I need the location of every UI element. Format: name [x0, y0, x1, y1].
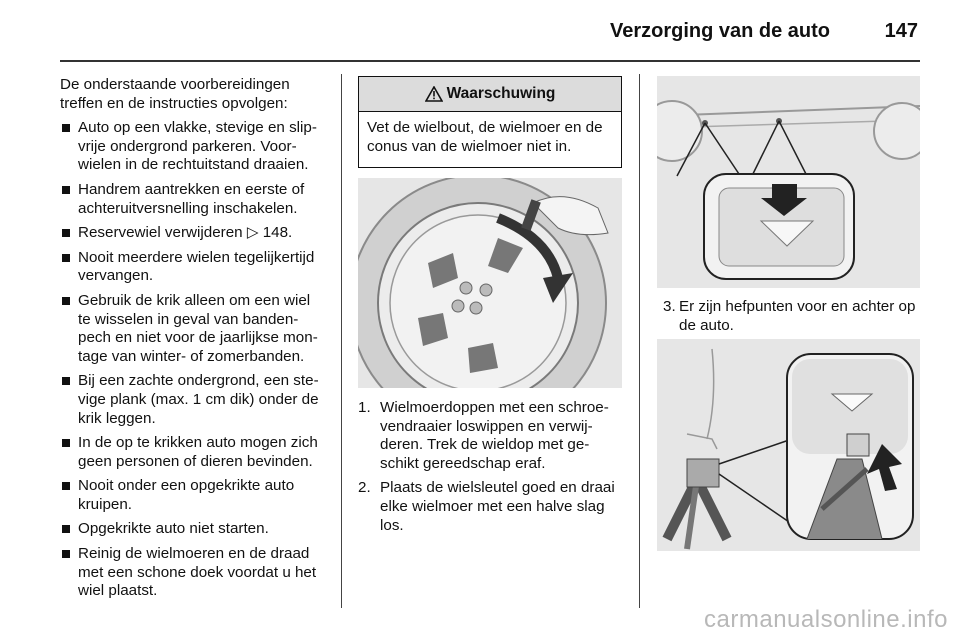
list-item	[60, 520, 325, 539]
list-item	[60, 372, 325, 428]
list-item	[60, 292, 325, 366]
list-item	[60, 477, 325, 514]
list-item-text: Handrem aantrekken en eerste of achteruitversnelling inschakelen.	[78, 180, 305, 217]
warning-triangle-icon	[425, 86, 443, 102]
list-item-text: Bij een zachte ondergrond, een ste-vige plank (max. 1 cm dik) onder de krik leggen.	[78, 372, 319, 427]
step-text: Plaats de wielsleutel goed en draai elke wielmoer met een halve slag los.	[380, 479, 615, 534]
step-number: 1.	[358, 399, 371, 416]
warning-text: Vet de wielbout, de wielmoer en de conus van de wielmoer niet in.	[367, 119, 603, 155]
wheel-cover-removal-illustration	[358, 178, 622, 388]
step-number: 3.	[663, 298, 676, 315]
jack-positioning-illustration	[657, 339, 920, 551]
bullet-square-icon	[62, 550, 70, 558]
list-item	[60, 224, 325, 243]
preparation-list	[60, 119, 325, 601]
warning-title: Waarschuwing	[446, 85, 556, 102]
list-item	[60, 249, 325, 286]
bullet-square-icon	[62, 229, 70, 237]
bullet-square-icon	[62, 297, 70, 305]
warning-box	[358, 76, 622, 168]
list-item-text: Reinig de wielmoeren en de draad met een schone doek voordat u het wiel plaatst.	[78, 545, 317, 600]
list-item-text: In de op te krikken auto mogen zich geen personen of dieren bevinden.	[78, 434, 318, 470]
page-title: Verzorging van de auto	[609, 20, 830, 42]
bullet-square-icon	[62, 439, 70, 447]
list-item-text: Opgekrikte auto niet starten.	[78, 520, 269, 538]
bullet-square-icon	[62, 124, 70, 132]
list-item	[60, 545, 325, 601]
bullet-square-icon	[62, 525, 70, 533]
page-number: 147	[884, 20, 918, 42]
list-item-text: Gebruik de krik alleen om een wiel te wisselen in geval van banden-pech en niet voor de jaarlijkse mon-tage van winter- of zomerbanden.	[78, 291, 318, 365]
column-divider-2	[639, 74, 640, 608]
list-item-text: Nooit onder een opgekrikte auto kruipen.	[78, 477, 295, 513]
intro-text: De onderstaande voorbereidingen treffen en de instructies opvolgen:	[60, 76, 290, 112]
list-item	[358, 399, 624, 473]
list-item	[657, 298, 920, 335]
step-text: Er zijn hefpunten voor en achter op de auto.	[679, 298, 916, 334]
watermark: carmanualsonline.info	[704, 606, 948, 633]
bullet-square-icon	[62, 254, 70, 262]
list-item	[60, 434, 325, 471]
instructions-column	[60, 76, 325, 607]
step-text: Wielmoerdoppen met een schroe-vendraaier loswippen en verwij-deren. Trek de wieldop met ge-schikt gereedschap eraf.	[380, 399, 609, 472]
lifting-point-marker-illustration	[657, 76, 920, 288]
step-number: 2.	[358, 479, 371, 497]
list-item	[60, 119, 325, 175]
bullet-square-icon	[62, 377, 70, 385]
list-item-text: Auto op een vlakke, stevige en slip-vrije ondergrond parkeren. Voor-wielen in de rechtuitstand draaien.	[78, 119, 317, 174]
bullet-square-icon	[62, 186, 70, 194]
header-rule	[60, 60, 920, 62]
list-item	[60, 181, 325, 218]
bullet-square-icon	[62, 482, 70, 490]
column-divider-1	[341, 74, 342, 608]
warning-header	[359, 77, 621, 112]
list-item	[358, 479, 624, 535]
list-item-text: Nooit meerdere wielen tegelijkertijd vervangen.	[78, 248, 315, 285]
list-item-text: Reservewiel verwijderen ▷ 148.	[78, 224, 293, 242]
steps-list	[358, 399, 624, 541]
steps-list-continued	[657, 298, 920, 335]
